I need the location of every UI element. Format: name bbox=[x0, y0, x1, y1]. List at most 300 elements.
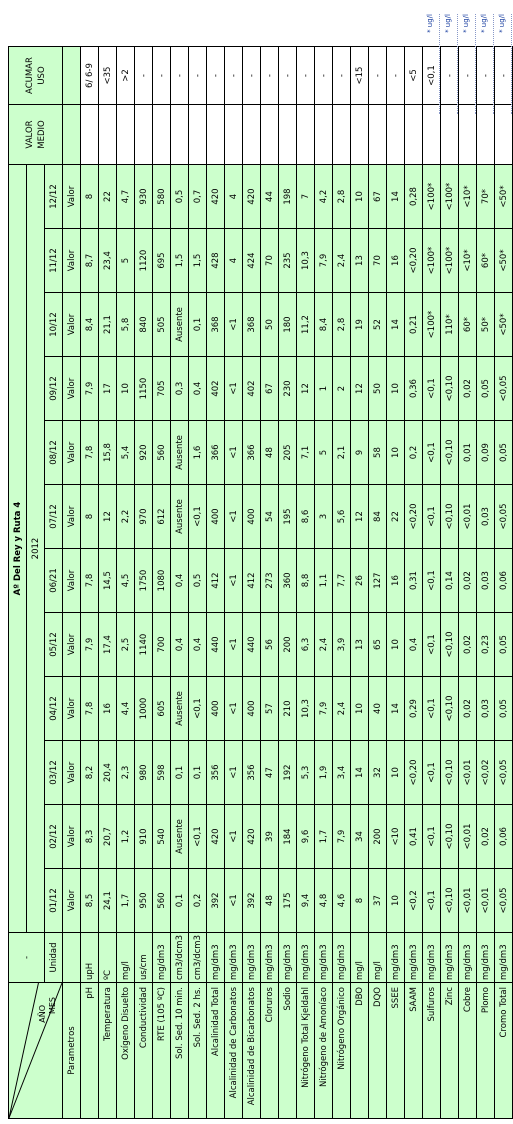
measurement-value: 0,31 bbox=[405, 549, 423, 613]
measurement-value: 0,1 bbox=[171, 741, 189, 805]
measurement-value: 1,2 bbox=[117, 805, 135, 869]
acumar-value: 6/ 6-9 bbox=[81, 47, 99, 105]
parameter-unit: mg/dm3 bbox=[495, 933, 513, 983]
table-row bbox=[117, 47, 135, 1119]
measurement-value: 1140 bbox=[135, 613, 153, 677]
parameter-unit: mg/l bbox=[369, 933, 387, 983]
valor-medio-value bbox=[207, 105, 225, 165]
parameter-unit: mg/dm3 bbox=[279, 933, 297, 983]
acumar-value: - bbox=[279, 47, 297, 105]
measurement-value: 8,3 bbox=[81, 805, 99, 869]
measurement-value: 198 bbox=[279, 165, 297, 229]
measurement-value: 0,4 bbox=[171, 549, 189, 613]
measurement-value: 2,2 bbox=[117, 485, 135, 549]
acumar-value: - bbox=[459, 47, 477, 105]
measurement-value: <50* bbox=[495, 293, 513, 357]
measurement-value: 8,7 bbox=[81, 229, 99, 293]
measurement-value: 400 bbox=[207, 677, 225, 741]
measurement-value: 60* bbox=[459, 293, 477, 357]
measurement-value: 0,02 bbox=[459, 613, 477, 677]
measurement-value: 0,21 bbox=[405, 293, 423, 357]
parameter-unit: mg/dm3 bbox=[387, 933, 405, 983]
parameter-unit: mg/dm3 bbox=[477, 933, 495, 983]
measurement-value: 0,4 bbox=[189, 613, 207, 677]
measurement-value: 52 bbox=[369, 293, 387, 357]
parameter-name: Nitrógeno Total Kjeldahl bbox=[297, 983, 315, 1119]
measurement-value: 195 bbox=[279, 485, 297, 549]
params-header: Parametros bbox=[63, 983, 81, 1119]
measurement-value: 235 bbox=[279, 229, 297, 293]
measurement-value: 2,4 bbox=[333, 677, 351, 741]
measurement-value: <10* bbox=[459, 165, 477, 229]
table-row bbox=[189, 47, 207, 1119]
measurement-value: 392 bbox=[207, 869, 225, 933]
measurement-value: <0,20 bbox=[405, 229, 423, 293]
month-header-04-12: 04/12 bbox=[45, 677, 63, 741]
measurement-value: 14 bbox=[387, 165, 405, 229]
measurement-value: 400 bbox=[243, 677, 261, 741]
measurement-value: 4,5 bbox=[117, 549, 135, 613]
acumar-value: - bbox=[243, 47, 261, 105]
parameter-unit: mg/dm3 bbox=[333, 933, 351, 983]
measurement-value: <10* bbox=[459, 229, 477, 293]
measurement-value: 0,2 bbox=[189, 869, 207, 933]
measurement-value: 175 bbox=[279, 869, 297, 933]
measurement-value: 0,1 bbox=[189, 293, 207, 357]
measurement-value: 0,09 bbox=[477, 421, 495, 485]
parameter-name: Cromo Total bbox=[495, 983, 513, 1119]
valor-medio-value bbox=[243, 105, 261, 165]
measurement-value: 424 bbox=[243, 229, 261, 293]
measurement-value: 7,9 bbox=[333, 805, 351, 869]
measurement-value: 1,6 bbox=[189, 421, 207, 485]
table-row bbox=[99, 47, 117, 1119]
measurement-value: 56 bbox=[261, 613, 279, 677]
measurement-value: 695 bbox=[153, 229, 171, 293]
measurement-value: <1 bbox=[225, 869, 243, 933]
measurement-value: 7,9 bbox=[315, 229, 333, 293]
acumar-value: >2 bbox=[117, 47, 135, 105]
acumar-value: - bbox=[261, 47, 279, 105]
measurement-value: <0,01 bbox=[459, 869, 477, 933]
month-header-12-12: 12/12 bbox=[45, 165, 63, 229]
valor-header: Valor bbox=[63, 613, 81, 677]
measurement-value: 0,29 bbox=[405, 677, 423, 741]
acumar-value: - bbox=[153, 47, 171, 105]
table-row bbox=[207, 47, 225, 1119]
parameter-name: Temperatura bbox=[99, 983, 117, 1119]
table-row bbox=[441, 47, 459, 1119]
measurement-value: 1,7 bbox=[117, 869, 135, 933]
measurement-value: 14 bbox=[387, 677, 405, 741]
measurement-value: 34 bbox=[351, 805, 369, 869]
measurement-value: 428 bbox=[207, 229, 225, 293]
parameter-unit: ºC bbox=[99, 933, 117, 983]
measurement-value: 70 bbox=[369, 229, 387, 293]
parameter-name: Alcalinidad Total bbox=[207, 983, 225, 1119]
measurement-value: 0,4 bbox=[171, 613, 189, 677]
parameter-unit: mg/dm3 bbox=[243, 933, 261, 983]
measurement-value: 0,2 bbox=[405, 421, 423, 485]
parameter-name: Oxígeno Disuelto bbox=[117, 983, 135, 1119]
measurement-value: <100* bbox=[441, 165, 459, 229]
measurement-value: 4,2 bbox=[315, 165, 333, 229]
measurement-value: 70* bbox=[477, 165, 495, 229]
measurement-value: 402 bbox=[207, 357, 225, 421]
measurement-value: 598 bbox=[153, 741, 171, 805]
measurement-value: 560 bbox=[153, 421, 171, 485]
table-row bbox=[405, 47, 423, 1119]
measurement-value: 7 bbox=[297, 165, 315, 229]
measurement-value: Ausente bbox=[171, 293, 189, 357]
measurement-value: <0,10 bbox=[441, 485, 459, 549]
month-header-01-12: 01/12 bbox=[45, 869, 63, 933]
water-quality-table bbox=[8, 46, 513, 1119]
measurement-value: <1 bbox=[225, 485, 243, 549]
measurement-value: 440 bbox=[207, 613, 225, 677]
measurement-value: 15,8 bbox=[99, 421, 117, 485]
measurement-value: <100* bbox=[423, 293, 441, 357]
measurement-value: 9,6 bbox=[297, 805, 315, 869]
measurement-value: <0,02 bbox=[477, 741, 495, 805]
measurement-value: 205 bbox=[279, 421, 297, 485]
measurement-value: 22 bbox=[99, 165, 117, 229]
measurement-value: 65 bbox=[369, 613, 387, 677]
measurement-value: 16 bbox=[387, 229, 405, 293]
measurement-value: 4,8 bbox=[315, 869, 333, 933]
measurement-value: 0,03 bbox=[477, 485, 495, 549]
measurement-value: 0,05 bbox=[495, 677, 513, 741]
parameter-unit: upH bbox=[81, 933, 99, 983]
measurement-value: 17,4 bbox=[99, 613, 117, 677]
measurement-value: 7,8 bbox=[81, 549, 99, 613]
measurement-value: 540 bbox=[153, 805, 171, 869]
measurement-value: 16 bbox=[387, 549, 405, 613]
measurement-value: 1,9 bbox=[315, 741, 333, 805]
measurement-value: 9 bbox=[351, 421, 369, 485]
measurement-value: 2,3 bbox=[117, 741, 135, 805]
measurement-value: 10 bbox=[387, 357, 405, 421]
measurement-value: 6,3 bbox=[297, 613, 315, 677]
measurement-value: <1 bbox=[225, 805, 243, 869]
measurement-value: 0,36 bbox=[405, 357, 423, 421]
parameter-unit: mg/l bbox=[117, 933, 135, 983]
measurement-value: 0,03 bbox=[477, 677, 495, 741]
measurement-value: <0,1 bbox=[423, 485, 441, 549]
measurement-value: 84 bbox=[369, 485, 387, 549]
measurement-value: Ausente bbox=[171, 485, 189, 549]
measurement-value: <0,1 bbox=[423, 549, 441, 613]
acumar-value: - bbox=[495, 47, 513, 105]
valor-header: Valor bbox=[63, 741, 81, 805]
valor-medio-value bbox=[117, 105, 135, 165]
measurement-value: 10 bbox=[117, 357, 135, 421]
measurement-value: 412 bbox=[207, 549, 225, 613]
parameter-unit: mg/dm3 bbox=[423, 933, 441, 983]
measurement-value: 580 bbox=[153, 165, 171, 229]
table-row bbox=[171, 47, 189, 1119]
header-row-months bbox=[45, 47, 63, 1119]
acumar-value: - bbox=[189, 47, 207, 105]
measurement-value: <0,05 bbox=[495, 869, 513, 933]
measurement-value: <1 bbox=[225, 357, 243, 421]
month-header-05-12: 05/12 bbox=[45, 613, 63, 677]
measurement-value: <0,10 bbox=[441, 677, 459, 741]
measurement-value: 0,01 bbox=[459, 421, 477, 485]
measurement-value: 22 bbox=[387, 485, 405, 549]
month-header-11-12: 11/12 bbox=[45, 229, 63, 293]
parameter-name: Alcalinidad de Carbonatos bbox=[225, 983, 243, 1119]
measurement-value: 420 bbox=[207, 165, 225, 229]
measurement-value: 1080 bbox=[153, 549, 171, 613]
measurement-value: 360 bbox=[279, 549, 297, 613]
measurement-value: 1,1 bbox=[315, 549, 333, 613]
acumar-uso-header: ACUMAR USO bbox=[9, 47, 63, 105]
measurement-value: 1150 bbox=[135, 357, 153, 421]
measurement-value: 12 bbox=[351, 485, 369, 549]
measurement-value: 8,4 bbox=[81, 293, 99, 357]
valor-medio-value bbox=[351, 105, 369, 165]
measurement-value: <0,2 bbox=[405, 869, 423, 933]
measurement-value: <0,01 bbox=[459, 805, 477, 869]
measurement-value: 26 bbox=[351, 549, 369, 613]
measurement-value: 5,8 bbox=[117, 293, 135, 357]
measurement-value: 12 bbox=[297, 357, 315, 421]
measurement-value: 0,14 bbox=[441, 549, 459, 613]
measurement-value: 7,7 bbox=[333, 549, 351, 613]
measurement-value: 1000 bbox=[135, 677, 153, 741]
measurement-value: 1750 bbox=[135, 549, 153, 613]
measurement-value: 19 bbox=[351, 293, 369, 357]
measurement-value: 14,5 bbox=[99, 549, 117, 613]
acumar-value: - bbox=[387, 47, 405, 105]
measurement-value: <0,10 bbox=[441, 421, 459, 485]
measurement-value: 4,6 bbox=[333, 869, 351, 933]
table-row bbox=[225, 47, 243, 1119]
measurement-value: 10 bbox=[351, 165, 369, 229]
measurement-value: <0,10 bbox=[441, 869, 459, 933]
table-row bbox=[423, 47, 441, 1119]
measurement-value: 1120 bbox=[135, 229, 153, 293]
parameter-unit: mg/l bbox=[351, 933, 369, 983]
parameter-unit: mg/dm3 bbox=[261, 933, 279, 983]
measurement-value: 2,4 bbox=[333, 229, 351, 293]
measurement-value: 0,7 bbox=[189, 165, 207, 229]
parameter-name: Sol. Sed. 10 min. bbox=[171, 983, 189, 1119]
measurement-value: 2,4 bbox=[315, 613, 333, 677]
acumar-value: - bbox=[477, 47, 495, 105]
parameter-name: Sodio bbox=[279, 983, 297, 1119]
measurement-value: 7,9 bbox=[81, 613, 99, 677]
parameter-unit: mg/dm3 bbox=[207, 933, 225, 983]
valor-medio-value bbox=[135, 105, 153, 165]
valor-medio-value bbox=[99, 105, 117, 165]
measurement-value: <0,1 bbox=[423, 357, 441, 421]
table-row bbox=[387, 47, 405, 1119]
measurement-value: 192 bbox=[279, 741, 297, 805]
measurement-value: 5 bbox=[315, 421, 333, 485]
parameter-name: Cloruros bbox=[261, 983, 279, 1119]
measurement-value: 60* bbox=[477, 229, 495, 293]
measurement-value: 7,9 bbox=[315, 677, 333, 741]
table-row bbox=[369, 47, 387, 1119]
measurement-value: 402 bbox=[243, 357, 261, 421]
valor-medio-value bbox=[315, 105, 333, 165]
measurement-value: 57 bbox=[261, 677, 279, 741]
measurement-value: 48 bbox=[261, 869, 279, 933]
parameter-unit: mg/dm3 bbox=[153, 933, 171, 983]
parameter-name: DQO bbox=[369, 983, 387, 1119]
measurement-value: 366 bbox=[207, 421, 225, 485]
valor-medio-value bbox=[225, 105, 243, 165]
footnote-ugl: * ug/l bbox=[458, 14, 476, 114]
measurement-value: 8,8 bbox=[297, 549, 315, 613]
measurement-value: 110* bbox=[441, 293, 459, 357]
measurement-value: <1 bbox=[225, 677, 243, 741]
measurement-value: 7,1 bbox=[297, 421, 315, 485]
measurement-value: <100* bbox=[423, 165, 441, 229]
measurement-value: 920 bbox=[135, 421, 153, 485]
parameter-unit: cm3/dcm3 bbox=[189, 933, 207, 983]
measurement-value: 560 bbox=[153, 869, 171, 933]
acumar-value: - bbox=[171, 47, 189, 105]
corner-header-cell bbox=[9, 983, 63, 1119]
measurement-value: <0,20 bbox=[405, 741, 423, 805]
measurement-value: <0,1 bbox=[423, 613, 441, 677]
measurement-value: 10 bbox=[387, 869, 405, 933]
measurement-value: 0,03 bbox=[477, 549, 495, 613]
measurement-value: <0,05 bbox=[495, 357, 513, 421]
measurement-value: <1 bbox=[225, 293, 243, 357]
measurement-value: 50 bbox=[261, 293, 279, 357]
table-row bbox=[297, 47, 315, 1119]
measurement-value: 4 bbox=[225, 165, 243, 229]
measurement-value: 3,9 bbox=[333, 613, 351, 677]
valor-medio-value bbox=[171, 105, 189, 165]
valor-medio-value bbox=[297, 105, 315, 165]
valor-header: Valor bbox=[63, 549, 81, 613]
parameter-name: Plomo bbox=[477, 983, 495, 1119]
footnotes bbox=[422, 14, 512, 114]
measurement-value: 2,8 bbox=[333, 293, 351, 357]
measurement-value: 32 bbox=[369, 741, 387, 805]
header-row-valor bbox=[63, 47, 81, 1119]
valor-medio-value bbox=[81, 105, 99, 165]
measurement-value: 5,6 bbox=[333, 485, 351, 549]
measurement-value: 8 bbox=[81, 485, 99, 549]
measurement-value: 400 bbox=[207, 485, 225, 549]
acumar-value: <0,1 bbox=[423, 47, 441, 105]
measurement-value: <0,20 bbox=[405, 485, 423, 549]
unit-header: Unidad bbox=[45, 933, 63, 983]
measurement-value: <0,1 bbox=[189, 677, 207, 741]
month-header-10-12: 10/12 bbox=[45, 293, 63, 357]
valor-medio-value bbox=[387, 105, 405, 165]
measurement-value: 10,3 bbox=[297, 229, 315, 293]
measurement-value: 4 bbox=[225, 229, 243, 293]
acumar-value: - bbox=[207, 47, 225, 105]
measurement-value: 0,5 bbox=[171, 165, 189, 229]
measurement-value: 184 bbox=[279, 805, 297, 869]
valor-header: Valor bbox=[63, 485, 81, 549]
measurement-value: 12 bbox=[351, 357, 369, 421]
measurement-value: 13 bbox=[351, 229, 369, 293]
table-row bbox=[81, 47, 99, 1119]
measurement-value: 230 bbox=[279, 357, 297, 421]
measurement-value: <0,01 bbox=[459, 485, 477, 549]
measurement-value: 50* bbox=[477, 293, 495, 357]
parameter-name: Alcalinidad de Bicarbonatos bbox=[243, 983, 261, 1119]
year-cell: 2012 bbox=[27, 165, 45, 933]
parameter-unit: mg/dm3 bbox=[225, 933, 243, 983]
measurement-value: 1 bbox=[315, 357, 333, 421]
measurement-value: 0,06 bbox=[495, 805, 513, 869]
month-header-03-12: 03/12 bbox=[45, 741, 63, 805]
measurement-value: 16 bbox=[99, 677, 117, 741]
valor-medio-value bbox=[369, 105, 387, 165]
measurement-value: <0,1 bbox=[423, 421, 441, 485]
measurement-value: 0,06 bbox=[495, 549, 513, 613]
measurement-value: 440 bbox=[243, 613, 261, 677]
valor-header: Valor bbox=[63, 165, 81, 229]
valor-medio-value bbox=[279, 105, 297, 165]
measurement-value: <0,05 bbox=[495, 485, 513, 549]
measurement-value: 950 bbox=[135, 869, 153, 933]
parameter-name: Nitrógeno de Amoníaco bbox=[315, 983, 333, 1119]
measurement-value: 10 bbox=[387, 613, 405, 677]
acumar-value: <5 bbox=[405, 47, 423, 105]
table-row bbox=[261, 47, 279, 1119]
measurement-value: 58 bbox=[369, 421, 387, 485]
measurement-value: 0,02 bbox=[477, 805, 495, 869]
measurement-value: 4,7 bbox=[117, 165, 135, 229]
measurement-value: Ausente bbox=[171, 805, 189, 869]
dash-header-cell: - bbox=[9, 933, 45, 983]
parameter-name: Sol. Sed. 2 hs. bbox=[189, 983, 207, 1119]
acumar-value: - bbox=[333, 47, 351, 105]
measurement-value: 400 bbox=[243, 485, 261, 549]
anio-label: AÑO bbox=[38, 1005, 47, 1023]
measurement-value: 10 bbox=[387, 741, 405, 805]
measurement-value: 0,41 bbox=[405, 805, 423, 869]
measurement-value: 23,4 bbox=[99, 229, 117, 293]
measurement-value: 612 bbox=[153, 485, 171, 549]
parameter-unit: mg/dm3 bbox=[441, 933, 459, 983]
mes-label: MES bbox=[48, 997, 57, 1015]
valor-medio-value bbox=[405, 105, 423, 165]
measurement-value: 8 bbox=[351, 869, 369, 933]
parameter-name: SAAM bbox=[405, 983, 423, 1119]
measurement-value: 21,1 bbox=[99, 293, 117, 357]
measurement-value: 8,2 bbox=[81, 741, 99, 805]
measurement-value: 0,05 bbox=[477, 357, 495, 421]
measurement-value: 8,6 bbox=[297, 485, 315, 549]
measurement-value: <0,10 bbox=[441, 613, 459, 677]
measurement-value: <50* bbox=[495, 229, 513, 293]
measurement-value: 10 bbox=[351, 677, 369, 741]
measurement-value: <10 bbox=[387, 805, 405, 869]
measurement-value: 8 bbox=[81, 165, 99, 229]
valor-header: Valor bbox=[63, 357, 81, 421]
measurement-value: <0,10 bbox=[441, 805, 459, 869]
table-row bbox=[153, 47, 171, 1119]
measurement-value: 12 bbox=[99, 485, 117, 549]
parameter-unit: cm3/dcm3 bbox=[171, 933, 189, 983]
measurement-value: 420 bbox=[243, 805, 261, 869]
measurement-value: 368 bbox=[207, 293, 225, 357]
measurement-value: 39 bbox=[261, 805, 279, 869]
acumar-value: <15 bbox=[351, 47, 369, 105]
